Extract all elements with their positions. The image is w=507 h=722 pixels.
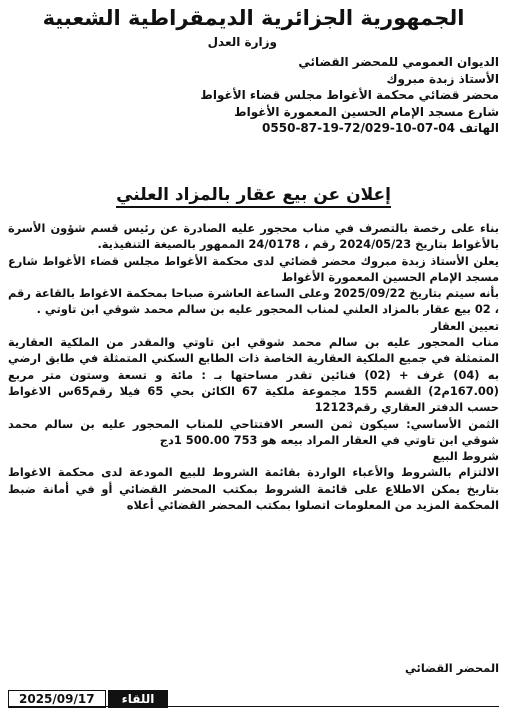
paragraph-announcer: يعلن الأستاذ زبدة مبروك محضر قضائي لدى محكمة الأغواط مجلس قضاء الأغواط شارع مسجد الإمام الحسين المعمورة الأغواط xyxy=(8,253,499,284)
office-line-1: الديوان العمومي للمحضر القضائي xyxy=(298,55,499,69)
phone-label: الهاتف xyxy=(459,121,499,136)
notice-title xyxy=(0,183,507,207)
phone-value: 0550-87-19-72/029-10-07-04 xyxy=(262,121,455,136)
office-line-3: محضر قضائي محكمة الأغواط مجلس قضاء الأغواط xyxy=(200,88,499,103)
heading-property: تعيين العقار xyxy=(431,318,499,333)
notice-title-text: إعلان عن بيع عقار بالمزاد العلني xyxy=(116,185,391,208)
paragraph-authorization: بناء على رخصة بالتصرف في مناب محجور عليه الصادرة عن رئيس قسم شؤون الأسرة بالأغواط بتاريخ 2024/05/23 رقم ، 24/0178 الممهور بالصيغة التنفيذية. xyxy=(8,221,499,252)
newspaper-name: اللقاء xyxy=(108,690,169,708)
republic-heading: الجمهورية الجزائرية الديمقراطية الشعبية xyxy=(42,6,465,30)
heading-conditions: شروط البيع xyxy=(432,449,499,464)
notice-body xyxy=(8,220,499,513)
paragraph-sale-date: بأنه سيتم بتاريخ 2025/09/22 وعلى الساعة العاشرة صباحا بمحكمة الاغواط بالقاعة رقم ، 02 بيع عقار بالمزاد العلني لمناب المحجور عليه بن سالم محمد شوقي ابن تاوتي . xyxy=(8,286,499,317)
publication-date: 2025/09/17 xyxy=(8,690,106,708)
paragraph-property: مناب المحجور عليه بن سالم محمد شوقي ابن تاوتي والمقدر من الملكية العقارية المتمثلة في جميع الملكية العقارية الخاصة ذات الطابع السكني المتمثلة في طابق ارضي به (04) غرف + (02) فنائين تقدر مساحتها بـ : مائة و تسعة وستون متر مربع (167.00م2) القسم 155 مجموعة ملكية 67 الكائن بحي 65 فيلا رقم65س الاغواط حسب الدفتر العقاري رقم12123 xyxy=(8,335,499,415)
footer-rule xyxy=(8,706,499,707)
signature: المحضر القضائي xyxy=(405,661,499,675)
ministry-name: وزارة العدل xyxy=(207,35,277,49)
office-phone xyxy=(79,120,499,137)
paragraph-price: الثمن الأساسي: سيكون ثمن السعر الافتتاحي للمناب المحجور عليه بن سالم محمد شوقي ابن تاوتي في العقار المراد بيعه هو 753 500.00 1دج xyxy=(8,416,499,447)
office-line-2: الأستاذ زبدة مبروك xyxy=(386,71,499,86)
paragraph-conditions: الالتزام بالشروط والأعباء الواردة بقائمة الشروط للبيع المودعة لدى محكمة الاغواط بتاريخ يمكن الاطلاع على قائمة الشروط بمكتب المحضر القضائي أو في أمانة ضبط المحكمة المزيد من المعلومات اتصلوا بمكتب المحضر القضائي أعلاه xyxy=(8,465,499,513)
office-line-4: شارع مسجد الإمام الحسين المعمورة الأغواط xyxy=(234,104,499,119)
office-block xyxy=(79,54,499,137)
